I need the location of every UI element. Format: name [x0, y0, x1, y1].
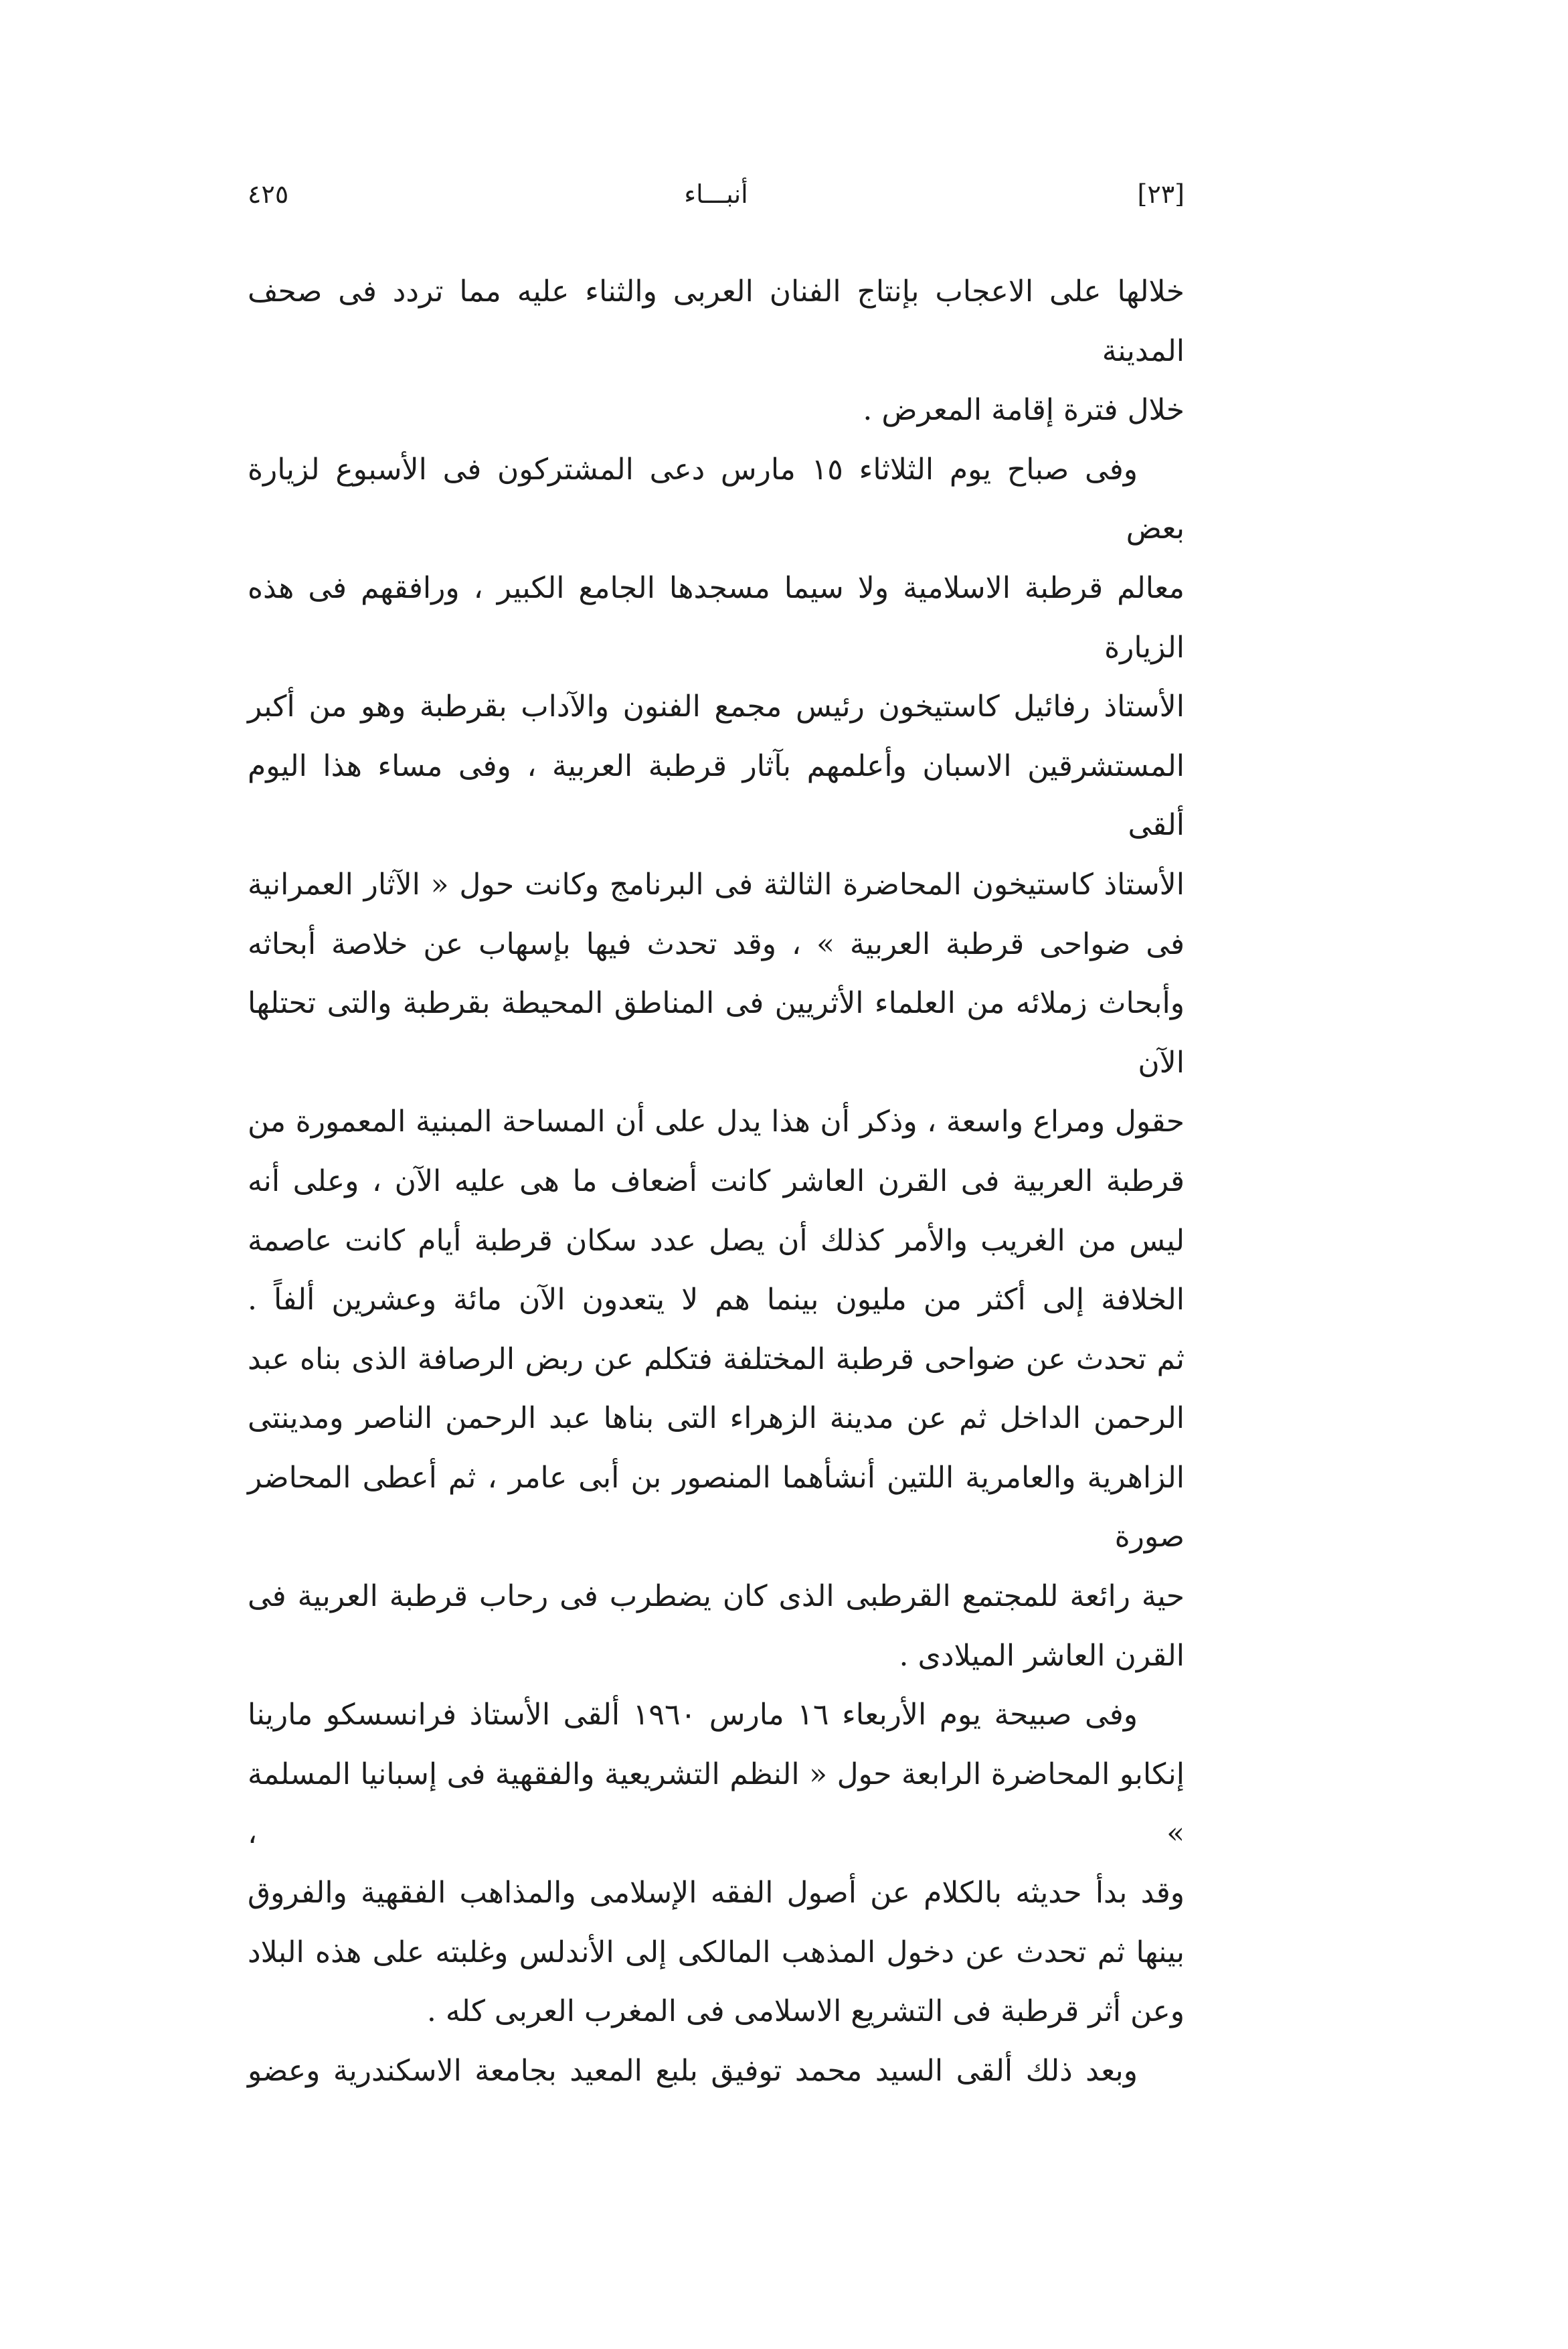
- text-line: وفى صباح يوم الثلاثاء ١٥ مارس دعى المشتركون فى الأسبوع لزيارة بعض: [248, 452, 1185, 546]
- body-text: [248, 262, 1185, 2101]
- text-line: الأستاذ رفائيل كاستيخون رئيس مجمع الفنون والآداب بقرطبة وهو من أكبر: [248, 690, 1185, 724]
- running-head: [248, 179, 1185, 220]
- text-line: الخلافة إلى أكثر من مليون بينما هم لا يتعدون الآن مائة وعشرين ألفاً .: [248, 1283, 1185, 1317]
- text-line: خلال فترة إقامة المعرض .: [863, 393, 1185, 428]
- text-line: الزاهرية والعامرية اللتين أنشأهما المنصور بن أبى عامر ، ثم أعطى المحاضر صورة: [248, 1460, 1185, 1554]
- text-line: ثم تحدث عن ضواحى قرطبة المختلفة فتكلم عن ربض الرصافة الذى بناه عبد: [248, 1342, 1185, 1376]
- text-line: وعن أثر قرطبة فى التشريع الاسلامى فى المغرب العربى كله .: [426, 1994, 1185, 2029]
- section-number: [٢٣]: [1137, 179, 1185, 209]
- text-line: خلالها على الاعجاب بإنتاج الفنان العربى والثناء عليه مما تردد فى صحف المدينة: [248, 274, 1185, 368]
- page-number: ٤٢٥: [248, 179, 289, 209]
- text-line: ليس من الغريب والأمر كذلك أن يصل عدد سكان قرطبة أيام كانت عاصمة: [248, 1223, 1185, 1258]
- text-line: المستشرقين الاسبان وأعلمهم بآثار قرطبة العربية ، وفى مساء هذا اليوم ألقى: [248, 748, 1185, 843]
- text-line: وبعد ذلك ألقى السيد محمد توفيق بلبع المعيد بجامعة الاسكندرية وعضو: [248, 2053, 1138, 2088]
- text-line: إنكابو المحاضرة الرابعة حول « النظم التشريعية والفقهية فى إسبانيا المسلمة » ،: [248, 1757, 1185, 1851]
- text-line: معالم قرطبة الاسلامية ولا سيما مسجدها الجامع الكبير ، ورافقهم فى هذه الزيارة: [248, 570, 1185, 665]
- text-line: وفى صبيحة يوم الأربعاء ١٦ مارس ١٩٦٠ ألقى الأستاذ فرانسسكو مارينا: [248, 1698, 1138, 1732]
- text-line: الأستاذ كاستيخون المحاضرة الثالثة فى البرنامج وكانت حول « الآثار العمرانية: [248, 867, 1185, 902]
- text-line: فى ضواحى قرطبة العربية » ، وقد تحدث فيها بإسهاب عن خلاصة أبحاثه: [248, 926, 1185, 961]
- text-line: قرطبة العربية فى القرن العاشر كانت أضعاف ما هى عليه الآن ، وعلى أنه: [248, 1163, 1185, 1198]
- text-line: الرحمن الداخل ثم عن مدينة الزهراء التى بناها عبد الرحمن الناصر ومدينتى: [248, 1401, 1185, 1436]
- text-line: حية رائعة للمجتمع القرطبى الذى كان يضطرب فى رحاب قرطبة العربية فى: [248, 1579, 1185, 1614]
- text-line: وقد بدأ حديثه بالكلام عن أصول الفقه الإسلامى والمذاهب الفقهية والفروق: [248, 1876, 1185, 1911]
- text-line: بينها ثم تحدث عن دخول المذهب المالكى إلى الأندلس وغلبته على هذه البلاد: [248, 1935, 1185, 1969]
- text-line: القرن العاشر الميلادى .: [899, 1638, 1185, 1673]
- running-title: أنبـــاء: [684, 179, 748, 209]
- text-line: حقول ومراع واسعة ، وذكر أن هذا يدل على أن المساحة المبنية المعمورة من: [248, 1105, 1185, 1139]
- text-line: وأبحاث زملائه من العلماء الأثريين فى المناطق المحيطة بقرطبة والتى تحتلها الآن: [248, 986, 1185, 1080]
